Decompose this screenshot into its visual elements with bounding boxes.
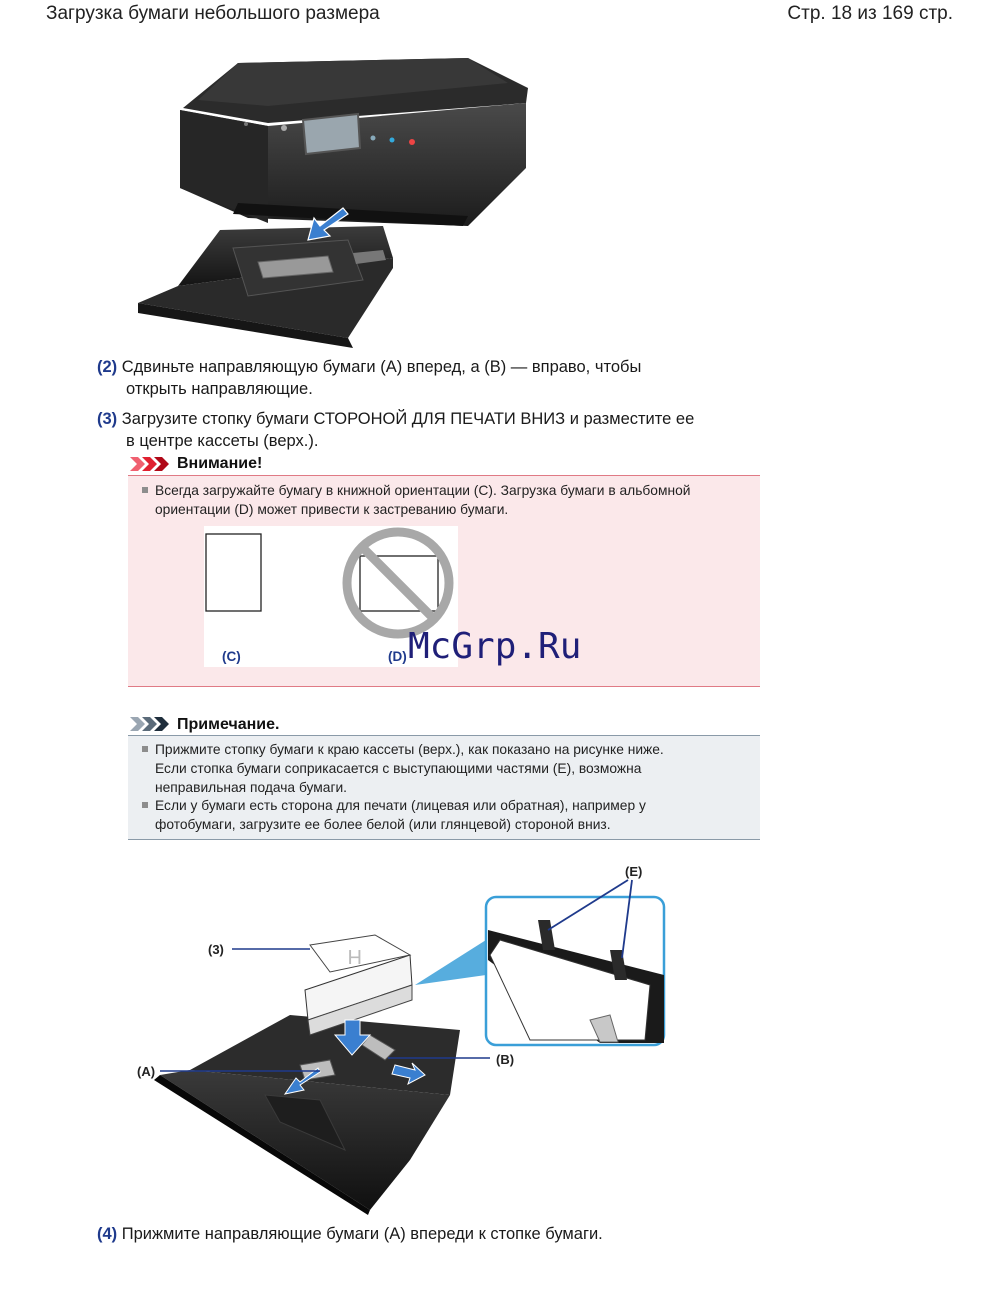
- callout-a: (A): [137, 1064, 156, 1079]
- warning-text-line1: Всегда загружайте бумагу в книжной ориентации (C). Загрузка бумаги в альбомной: [155, 483, 691, 498]
- svg-text:H: H: [347, 945, 362, 967]
- label-portrait: (C): [222, 649, 241, 664]
- note-chevron-icon: [130, 717, 170, 731]
- step-4-text: Прижмите направляющие бумаги (A) впереди к стопке бумаги.: [121, 1225, 603, 1243]
- watermark-text: McGrp.Ru: [408, 626, 582, 667]
- note-b1-line1: Прижмите стопку бумаги к краю кассеты (верх.), как показано на рисунке ниже.: [155, 742, 664, 757]
- page-counter: Стр. 18 из 169 стр.: [787, 3, 953, 24]
- step-4: [97, 1223, 777, 1245]
- bullet-square-icon: [142, 746, 148, 752]
- warning-chevron-icon: [130, 457, 170, 471]
- callout-3: (3): [208, 942, 224, 957]
- label-landscape: (D): [388, 649, 407, 664]
- step-3: [97, 408, 777, 452]
- note-bullet-2: [142, 796, 646, 834]
- warning-title: Внимание!: [177, 455, 263, 472]
- printer-illustration: [138, 48, 533, 348]
- step-4-number: (4): [97, 1225, 118, 1243]
- step-3-text-line1: Загрузите стопку бумаги СТОРОНОЙ ДЛЯ ПЕЧАТИ ВНИЗ и разместите ее: [121, 410, 695, 428]
- note-title: Примечание.: [177, 716, 280, 733]
- cassette-illustration: [130, 860, 690, 1215]
- step-2-text-line1: Сдвиньте направляющую бумаги (A) вперед, а (B) — вправо, чтобы: [121, 358, 642, 376]
- bullet-square-icon: [142, 802, 148, 808]
- note-b2-line1: Если у бумаги есть сторона для печати (лицевая или обратная), например у: [155, 798, 646, 813]
- warning-text-line2: ориентации (D) может привести к застреванию бумаги.: [155, 502, 509, 517]
- step-3-text-line2: в центре кассеты (верх.).: [126, 432, 319, 450]
- warning-bullet: [142, 481, 690, 519]
- step-2-text-line2: открыть направляющие.: [126, 380, 313, 398]
- page-title: Загрузка бумаги небольшого размера: [46, 3, 380, 24]
- step-3-number: (3): [97, 410, 118, 428]
- note-b1-line2: Если стопка бумаги соприкасается с выступающими частями (E), возможна: [155, 761, 642, 776]
- step-2-number: (2): [97, 358, 118, 376]
- callout-e: (E): [625, 864, 643, 879]
- bullet-square-icon: [142, 487, 148, 493]
- note-b1-line3: неправильная подача бумаги.: [155, 780, 348, 795]
- note-b2-line2: фотобумаги, загрузите ее более белой (или глянцевой) стороной вниз.: [155, 817, 611, 832]
- step-2: [97, 356, 777, 400]
- callout-b: (B): [496, 1052, 515, 1067]
- note-bullet-1: [142, 740, 664, 797]
